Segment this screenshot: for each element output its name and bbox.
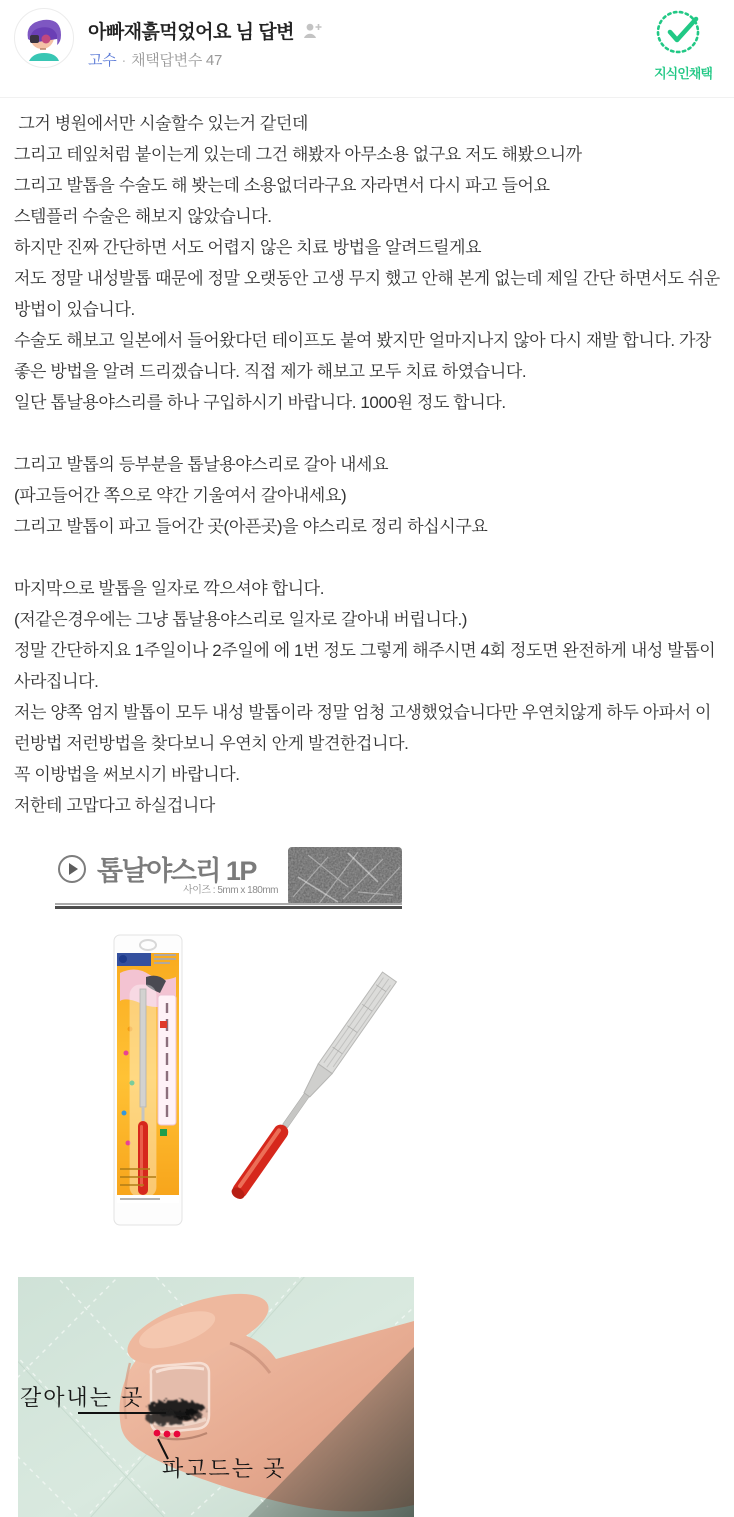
author-level: 고수 xyxy=(88,52,117,69)
meta-separator: · xyxy=(121,52,127,69)
answer-line: 저도 정말 내성발톱 때문에 정말 오랫동안 고생 무지 했고 안해 본게 없는데 제일 간단 하면서도 쉬운 방법이 있습니다. xyxy=(14,269,725,319)
answer-header xyxy=(0,0,734,98)
answer-line: 하지만 진짜 간단하면 서도 어렵지 않은 치료 방법을 알려드릴게요 xyxy=(14,238,482,257)
author-meta xyxy=(88,49,222,70)
answer-line: 일단 톱날용야스리를 하나 구입하시기 바랍니다. 1000원 정도 합니다. xyxy=(14,393,506,412)
answer-line-blank xyxy=(14,418,720,449)
adopted-badge xyxy=(645,7,721,82)
answer-line: 정말 간단하지요 1주일이나 2주일에 에 1번 정도 그렇게 해주시면 4회 정도면 완전하게 내성 발톱이 사라집니다. xyxy=(14,641,720,691)
answer-line: (파고들어간 쪽으로 약간 기울여서 갈아내세요) xyxy=(14,486,347,505)
toe-annotated-photo xyxy=(18,1277,414,1517)
avatar[interactable] xyxy=(14,8,74,68)
play-circle-icon xyxy=(58,855,86,883)
metal-file-photo xyxy=(218,947,408,1227)
check-circle-icon xyxy=(651,7,715,57)
answer-body xyxy=(14,108,725,821)
product-size-label: 사이즈 : 5mm x 180mm xyxy=(183,885,278,896)
avatar-illustration xyxy=(15,9,73,67)
file-package-photo xyxy=(106,933,190,1229)
adopted-badge-label: 지식인채택 xyxy=(654,66,712,81)
answer-line: 수술도 해보고 일본에서 들어왔다던 테이프도 붙여 봤지만 얼마지나지 않아 다시 재발 합니다. 가장 좋은 방법을 알려 드리겠습니다. 직접 제가 해보고 모두 치료 하였습니다. xyxy=(14,331,716,381)
answer-line: 그거 병원에서만 시술할수 있는거 같던데 xyxy=(14,114,308,133)
adopted-count: 채택답변수 47 xyxy=(131,52,222,69)
answer-line: 저한테 고맙다고 하실겁니다 xyxy=(14,796,215,815)
answer-line: 저는 양쪽 엄지 발톱이 모두 내성 발톱이라 정말 엄청 고생했었습니다만 우연치않게 하두 아파서 이런방법 저런방법을 찾다보니 우연치 안게 발견한겁니다. xyxy=(14,703,712,753)
answer-line: 그리고 발톱을 수술도 해 봣는데 소용없더라구요 자라면서 다시 파고 들어요 xyxy=(14,176,550,195)
answer-line: 꼭 이방법을 써보시기 바랍니다. xyxy=(14,765,240,784)
product-banner xyxy=(40,845,402,909)
product-photos xyxy=(0,925,734,1243)
author-name[interactable]: 아빠재흙먹었어요 님 답변 xyxy=(88,22,294,43)
answer-line: 마지막으로 발톱을 일자로 깍으셔야 합니다. xyxy=(14,579,325,598)
answer-line: 스템플러 수술은 해보지 않았습니다. xyxy=(14,207,272,226)
answer-line: (저같은경우에는 그냥 톱날용야스리로 일자로 갈아내 버립니다.) xyxy=(14,610,468,629)
product-banner-title: 톱날야스리 1P xyxy=(97,856,256,886)
add-friend-icon[interactable] xyxy=(303,22,322,39)
answer-line: 그리고 테잎처럼 붙이는게 있는데 그건 해봤자 아무소용 없구요 저도 해봤으니까 xyxy=(14,145,582,164)
grind-area-label: 갈아내는 곳 xyxy=(20,1385,145,1410)
ingrown-spot-dots xyxy=(154,1430,181,1438)
ingrown-area-label: 파고드는 곳 xyxy=(162,1456,287,1481)
banner-divider xyxy=(55,903,402,909)
answer-line-blank xyxy=(14,542,720,573)
marble-texture-image xyxy=(288,847,402,905)
answer-line: 그리고 발톱의 등부분을 톱날용야스리로 갈아 내세요 xyxy=(14,455,389,474)
answer-line: 그리고 발톱이 파고 들어간 곳(아픈곳)을 야스리로 정리 하십시구요 xyxy=(14,517,488,536)
